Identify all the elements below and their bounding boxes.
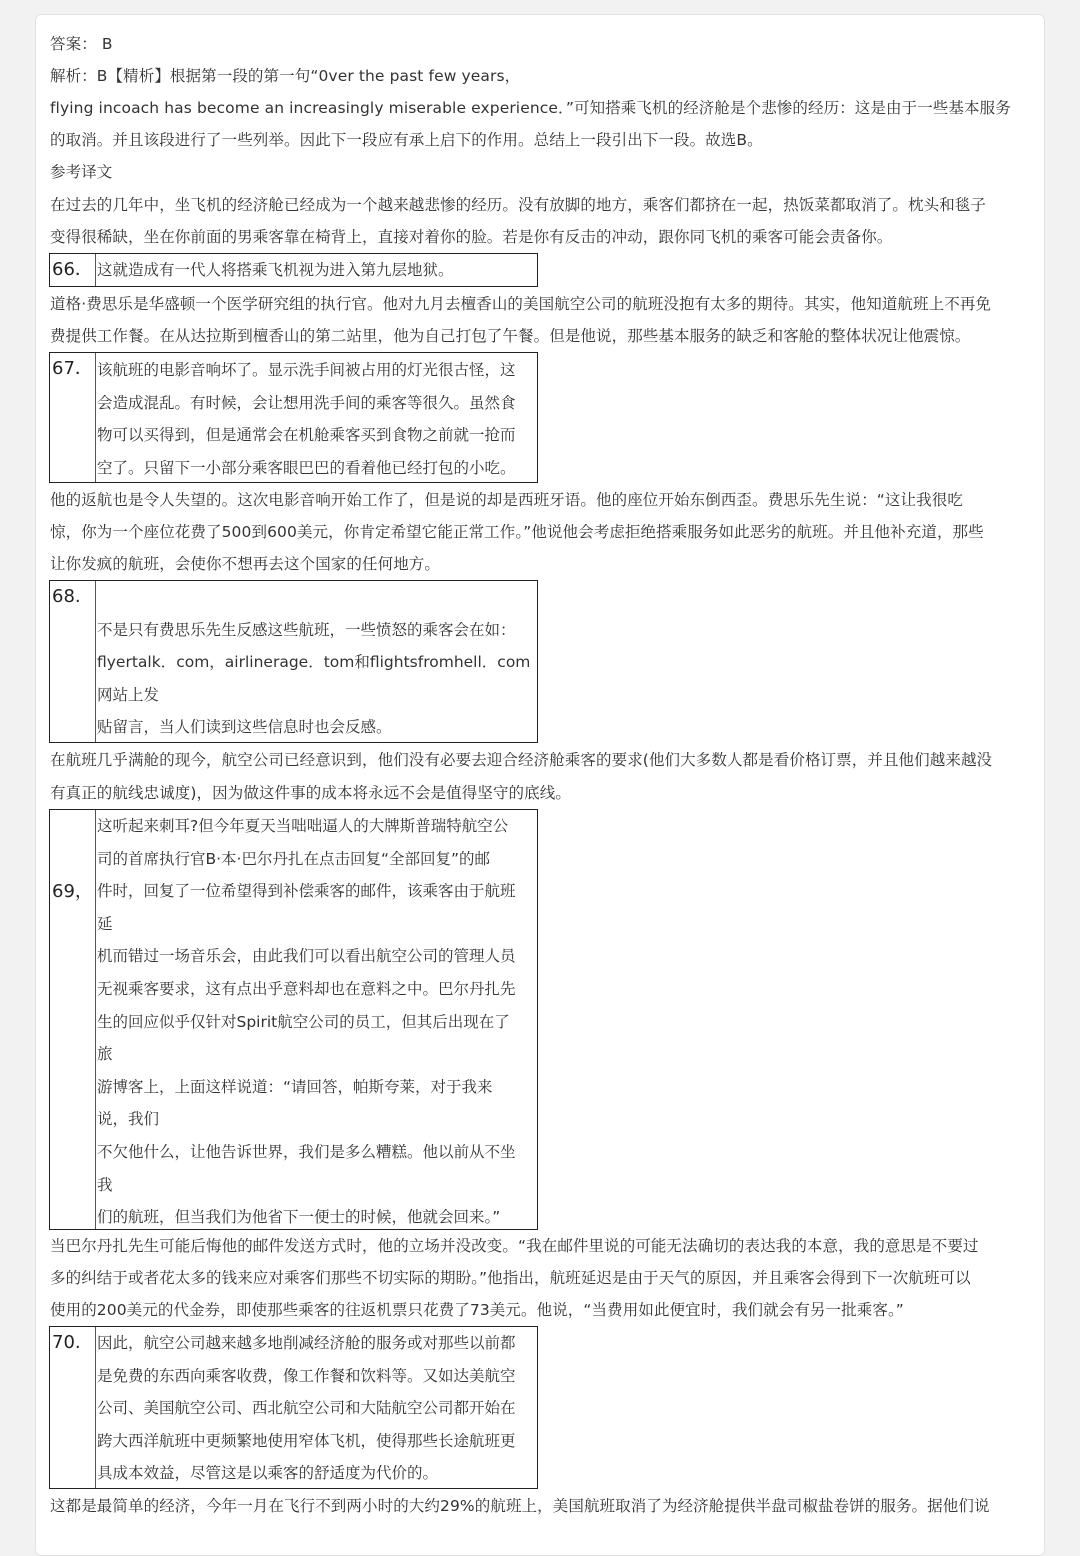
paragraph-line: 在过去的几年中，坐飞机的经济舱已经成为一个越来越悲惨的经历。没有放脚的地方，乘客们都挤在一起，热饭菜都取消了。枕头和毯子 <box>50 196 987 214</box>
question-number-cell <box>50 254 96 286</box>
translation-heading: 参考译文 <box>50 163 113 181</box>
box-line: 们的航班，但当我们为他省下一便士的时候，他就会回来。” <box>97 1208 501 1227</box>
box-line: 是免费的东西向乘客收费，像工作餐和饮料等。又如达美航空 <box>97 1366 516 1385</box>
box-line: 网站上发 <box>97 685 160 704</box>
paragraph-line: 使用的200美元的代金券，即使那些乘客的往返机票只花费了73美元。他说，“当费用如此便宜时，我们就会有另一批乘客。” <box>50 1301 904 1319</box>
box-line: 这听起来刺耳?但今年夏天当咄咄逼人的大牌斯普瑞特航空公 <box>97 817 509 835</box>
box-line: 这就造成有一代人将搭乘飞机视为进入第九层地狱。 <box>97 261 454 279</box>
box-line: 空了。只留下一小部分乘客眼巴巴的看着他已经打包的小吃。 <box>97 458 516 477</box>
paragraph-line: 这都是最简单的经济，今年一月在飞行不到两小时的大约29%的航班上，美国航班取消了为经济舱提供半盘司椒盐卷饼的服务。据他们说 <box>50 1497 990 1515</box>
analysis-line: flying incoach has become an increasingly miserable experience．”可知搭乘飞机的经济舱是个悲惨的经历：这是由于一些基本服务 <box>50 99 1011 117</box>
paragraph-line: 变得很稀缺，坐在你前面的男乘客靠在椅背上，直接对着你的脸。若是你有反击的冲动，跟你同飞机的乘客可能会责备你。 <box>50 228 893 246</box>
box-line: 件时，回复了一位希望得到补偿乘客的邮件，该乘客由于航班 <box>97 882 516 901</box>
analysis-line: 的取消。并且该段进行了一些列举。因此下一段应有承上启下的作用。总结上一段引出下一段。故选B。 <box>50 131 763 149</box>
box-line: 具成本效益，尽管这是以乘客的舒适度为代价的。 <box>97 1464 439 1483</box>
paragraph-line: 道格·费思乐是华盛顿一个医学研究组的执行官。他对九月去檀香山的美国航空公司的航班没抱有太多的期待。其实，他知道航班上不再免 <box>50 295 992 313</box>
paragraph-line: 多的纠结于或者花太多的钱来应对乘客们那些不切实际的期盼。”他指出，航班延迟是由于天气的原因，并且乘客会得到下一次航班可以 <box>50 1269 971 1287</box>
box-line: 无视乘客要求，这有点出乎意料却也在意料之中。巴尔丹扎先 <box>97 979 516 998</box>
question-box-70 <box>49 1326 538 1489</box>
box-line: 不欠他什么，让他告诉世界，我们是多么糟糕。他以前从不坐 <box>97 1142 516 1161</box>
question-number: 67． <box>52 358 93 379</box>
paragraph-line: 在航班几乎满舱的现今，航空公司已经意识到，他们没有必要去迎合经济舱乘客的要求(他们大多数人都是看价格订票，并且他们越来越没 <box>50 751 993 769</box>
paragraph-line: 有真正的航线忠诚度)，因为做这件事的成本将永远不会是值得坚守的底线。 <box>50 784 571 802</box>
question-text-cell <box>97 354 535 484</box>
question-box-69 <box>49 809 538 1230</box>
question-number: 70. <box>52 1332 81 1353</box>
question-number-cell <box>50 581 96 742</box>
box-line: 延 <box>97 914 113 933</box>
analysis-line: 解析：B【精析】根据第一段的第一句“0ver the past few years， <box>50 67 521 85</box>
box-line: flyertalk．com，airlinerage．tom和flightsfromhell．com <box>97 653 531 672</box>
box-line: 游博客上，上面这样说道：“请回答，帕斯夸莱，对于我来 <box>97 1077 493 1096</box>
box-line: 生的回应似乎仅针对Spirit航空公司的员工，但其后出现在了 <box>97 1012 510 1031</box>
question-text-cell <box>97 254 535 287</box>
box-line: 物可以买得到，但是通常会在机舱乘客买到食物之前就一抢而 <box>97 426 516 445</box>
paragraph-line: 当巴尔丹扎先生可能后悔他的邮件发送方式时，他的立场并没改变。“我在邮件里说的可能无法确切的表达我的本意，我的意思是不要过 <box>50 1237 979 1255</box>
box-line: 机而错过一场音乐会，由此我们可以看出航空公司的管理人员 <box>97 947 516 966</box>
box-line: 公司、美国航空公司、西北航空公司和大陆航空公司都开始在 <box>97 1399 516 1418</box>
question-number-cell <box>50 810 96 1229</box>
box-line: 我 <box>97 1175 113 1194</box>
paragraph-line: 惊，你为一个座位花费了500到600美元，你肯定希望它能正常工作。”他说他会考虑拒绝搭乘服务如此恶劣的航班。并且他补充道，那些 <box>50 523 984 541</box>
box-line: 因此，航空公司越来越多地削减经济舱的服务或对那些以前都 <box>97 1334 516 1352</box>
question-number: 66． <box>52 259 93 280</box>
question-number: 68. <box>52 586 81 607</box>
question-box-67 <box>49 352 538 483</box>
question-number-cell <box>50 1327 96 1488</box>
paragraph-line: 费提供工作餐。在从达拉斯到檀香山的第二站里，他为自己打包了午餐。但是他说，那些基本服务的缺乏和客舱的整体状况让他震惊。 <box>50 327 971 345</box>
box-line: 说，我们 <box>97 1110 160 1129</box>
box-line: 司的首席执行官B·本·巴尔丹扎在点击回复“全部回复”的邮 <box>97 849 491 868</box>
box-line <box>97 581 535 614</box>
question-text-cell <box>97 581 535 744</box>
box-line: 贴留言，当人们读到这些信息时也会反感。 <box>97 718 392 737</box>
answer-line: 答案： B <box>50 35 113 53</box>
box-line: 会造成混乱。有时候，会让想用洗手间的乘客等很久。虽然食 <box>97 393 516 412</box>
question-text-cell <box>97 1327 535 1490</box>
question-box-66 <box>49 253 538 287</box>
paragraph-line: 他的返航也是令人失望的。这次电影音响开始工作了，但是说的却是西班牙语。他的座位开始东倒西歪。费思乐先生说：“这让我很吃 <box>50 491 963 509</box>
question-number-cell <box>50 353 96 482</box>
question-number: 69， <box>52 881 93 902</box>
paragraph-line: 让你发疯的航班，会使你不想再去这个国家的任何地方。 <box>50 555 441 573</box>
box-line: 跨大西洋航班中更频繁地使用窄体飞机，使得那些长途航班更 <box>97 1431 516 1450</box>
question-text-cell <box>97 810 535 1234</box>
box-line: 不是只有费思乐先生反感这些航班，一些愤怒的乘客会在如： <box>97 620 516 639</box>
box-line: 旅 <box>97 1045 113 1064</box>
question-box-68 <box>49 580 538 743</box>
box-line: 该航班的电影音响坏了。显示洗手间被占用的灯光很古怪，这 <box>97 361 516 379</box>
